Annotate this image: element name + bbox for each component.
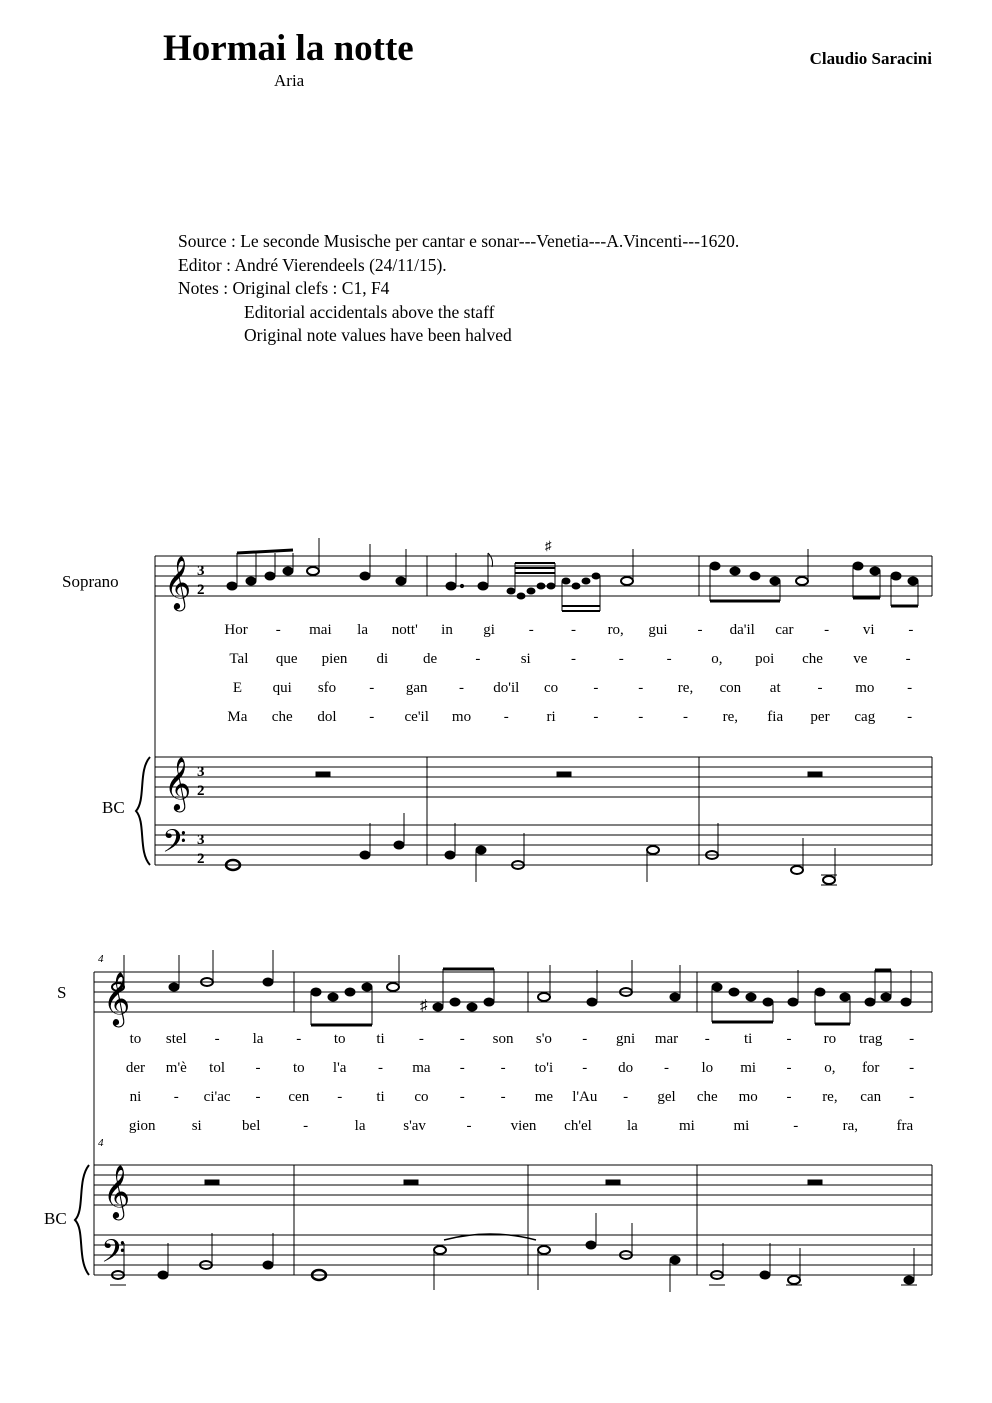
rest-icon xyxy=(205,1180,219,1185)
lyric-syllable: me xyxy=(534,1089,554,1105)
treble-clef-icon: 𝄞 xyxy=(164,557,192,608)
lyric-syllable: - xyxy=(664,1060,669,1076)
lyrics-system-1 xyxy=(224,622,913,725)
lyrics-system-2 xyxy=(126,1031,914,1134)
lyric-syllable: che xyxy=(271,709,293,725)
lyric-syllable: at xyxy=(769,680,781,696)
lyric-syllable: mar xyxy=(654,1031,679,1047)
lyric-syllable: co xyxy=(544,680,559,696)
lyric-syllable: che xyxy=(696,1089,718,1105)
lyric-syllable: do'il xyxy=(493,680,520,696)
lyric-syllable: la xyxy=(354,1118,366,1134)
measure-number: 4 xyxy=(98,953,104,965)
lyric-syllable: ti xyxy=(744,1031,753,1047)
lyric-syllable: la xyxy=(626,1118,638,1134)
lyric-syllable: - xyxy=(786,1089,792,1105)
bass-clef-icon: 𝄢 xyxy=(162,825,187,867)
lyric-syllable: vi xyxy=(862,622,875,638)
svg-text:3: 3 xyxy=(197,563,205,579)
lyric-syllable: - xyxy=(475,651,481,667)
lyric-syllable: - xyxy=(214,1031,220,1047)
lyric-syllable: do xyxy=(618,1060,634,1076)
svg-text:2: 2 xyxy=(197,851,205,867)
lyric-syllable: l'a xyxy=(332,1060,347,1076)
lyric-syllable: tol xyxy=(209,1060,226,1076)
lyric-syllable: - xyxy=(466,1118,472,1134)
lyric-syllable: ve xyxy=(853,651,868,667)
accidentals-note: Editorial accidentals above the staff xyxy=(244,301,495,322)
lyric-syllable: - xyxy=(704,1031,710,1047)
soprano-notes-2 xyxy=(112,950,911,1025)
bc-bass-staff-2 xyxy=(94,1235,932,1275)
lyric-syllable: - xyxy=(459,680,464,696)
treble-clef-icon: 𝄞 xyxy=(103,973,131,1024)
lyric-syllable: - xyxy=(571,651,576,667)
lyric-syllable: - xyxy=(459,1089,465,1105)
lyric-syllable: - xyxy=(500,1060,506,1076)
lyric-syllable: dol xyxy=(317,709,337,725)
lyric-syllable: trag xyxy=(859,1031,883,1047)
lyric-syllable: mi xyxy=(740,1060,757,1076)
lyric-syllable: - xyxy=(666,651,672,667)
lyric-syllable: da'il xyxy=(729,622,755,638)
lyric-syllable: - xyxy=(623,1089,629,1105)
lyric-syllable: - xyxy=(786,1060,792,1076)
lyric-syllable: - xyxy=(907,709,913,725)
bc-notes-1 xyxy=(226,772,837,885)
lyric-syllable: - xyxy=(418,1031,424,1047)
lyric-syllable: to xyxy=(129,1031,142,1047)
lyric-syllable: ma xyxy=(412,1060,431,1076)
lyric-syllable: - xyxy=(255,1060,261,1076)
lyric-syllable: in xyxy=(441,622,453,638)
lyric-syllable: to xyxy=(292,1060,305,1076)
bc-label-2: BC xyxy=(44,1209,67,1228)
lyric-syllable: - xyxy=(303,1118,309,1134)
lyric-syllable: - xyxy=(905,651,911,667)
rest-icon xyxy=(404,1180,418,1185)
soprano-label-short: S xyxy=(57,983,67,1002)
lyric-syllable: - xyxy=(459,1060,465,1076)
lyric-syllable: poi xyxy=(755,651,775,667)
bass-clef-icon: 𝄢 xyxy=(101,1235,126,1277)
lyric-syllable: - xyxy=(793,1118,799,1134)
lyric-syllable: vien xyxy=(510,1118,537,1134)
lyric-syllable: - xyxy=(378,1060,383,1076)
lyric-syllable: - xyxy=(593,709,599,725)
piece-title: Hormai la notte xyxy=(163,28,414,69)
lyric-syllable: - xyxy=(638,680,644,696)
lyric-syllable: gan xyxy=(405,680,428,696)
lyric-syllable: co xyxy=(414,1089,429,1105)
lyric-syllable: qui xyxy=(272,680,292,696)
lyric-syllable: cen xyxy=(288,1089,310,1105)
measure-number: 4 xyxy=(98,1137,104,1149)
sharp-icon: ♯ xyxy=(420,998,428,1014)
lyric-syllable: re, xyxy=(677,680,694,696)
bc-treble-staff-2 xyxy=(94,1165,932,1205)
lyric-syllable: ti xyxy=(376,1031,385,1047)
lyric-syllable: mi xyxy=(733,1118,750,1134)
lyric-syllable: car xyxy=(775,622,794,638)
lyric-syllable: nott' xyxy=(391,622,418,638)
lyric-syllable: mo xyxy=(451,709,472,725)
lyric-syllable: gui xyxy=(648,622,668,638)
lyric-syllable: - xyxy=(824,622,830,638)
lyric-syllable: to xyxy=(333,1031,346,1047)
lyric-syllable: - xyxy=(786,1031,792,1047)
lyric-syllable: fia xyxy=(767,709,784,725)
lyric-syllable: ni xyxy=(129,1089,142,1105)
source-note: Source : Le seconde Musische per cantar e sonar---Venetia---A.Vincenti---1620. xyxy=(178,231,740,251)
lyric-syllable: fra xyxy=(896,1118,914,1134)
svg-text:2: 2 xyxy=(197,582,205,598)
lyric-syllable: pien xyxy=(321,651,348,667)
lyric-syllable: - xyxy=(909,1060,915,1076)
lyric-syllable: che xyxy=(802,651,823,667)
lyric-syllable: con xyxy=(719,680,742,696)
lyric-syllable: l'Au xyxy=(572,1089,598,1105)
lyric-syllable: lo xyxy=(701,1060,714,1076)
soprano-label: Soprano xyxy=(62,572,119,591)
lyric-syllable: ro, xyxy=(607,622,624,638)
lyric-syllable: gi xyxy=(483,622,495,638)
lyric-syllable: o, xyxy=(711,651,723,667)
lyric-syllable: bel xyxy=(242,1118,261,1134)
lyric-syllable: - xyxy=(500,1089,506,1105)
soprano-notes-1 xyxy=(227,538,918,611)
svg-text:3: 3 xyxy=(197,832,205,848)
lyric-syllable: - xyxy=(173,1089,179,1105)
lyric-syllable: der xyxy=(125,1060,145,1076)
piece-subtitle: Aria xyxy=(274,71,305,90)
lyric-syllable: la xyxy=(357,622,369,638)
lyric-syllable: - xyxy=(909,1031,915,1047)
lyric-syllable: Tal xyxy=(229,651,249,667)
clefs-note: Notes : Original clefs : C1, F4 xyxy=(178,278,390,298)
lyric-syllable: ra, xyxy=(842,1118,859,1134)
lyric-syllable: - xyxy=(909,1089,915,1105)
lyric-syllable: - xyxy=(369,680,375,696)
lyric-syllable: - xyxy=(296,1031,302,1047)
lyric-syllable: - xyxy=(255,1089,261,1105)
soprano-staff-2 xyxy=(94,972,932,1012)
lyric-syllable: Ma xyxy=(227,709,248,725)
lyric-syllable: re, xyxy=(822,1089,838,1105)
lyric-syllable: ci'ac xyxy=(203,1089,231,1105)
lyric-syllable: - xyxy=(582,1031,588,1047)
lyric-syllable: - xyxy=(275,622,281,638)
lyric-syllable: que xyxy=(275,651,298,667)
svg-text:3: 3 xyxy=(197,764,205,780)
lyric-syllable: Hor xyxy=(224,622,248,638)
lyric-syllable: - xyxy=(528,622,534,638)
lyric-syllable: ro xyxy=(823,1031,837,1047)
sharp-icon: ♯ xyxy=(545,538,552,553)
lyric-syllable: - xyxy=(907,680,913,696)
rest-icon xyxy=(606,1180,620,1185)
lyric-syllable: - xyxy=(618,651,624,667)
svg-text:2: 2 xyxy=(197,783,205,799)
lyric-syllable: E xyxy=(232,680,242,696)
lyric-syllable: - xyxy=(459,1031,465,1047)
lyric-syllable: di xyxy=(376,651,389,667)
rest-icon xyxy=(316,772,330,777)
lyric-syllable: s'av xyxy=(403,1118,426,1134)
lyric-syllable: - xyxy=(593,680,599,696)
lyric-syllable: stel xyxy=(165,1031,187,1047)
lyric-syllable: cag xyxy=(854,709,876,725)
lyric-syllable: ri xyxy=(546,709,556,725)
bc-label: BC xyxy=(102,798,125,817)
lyric-syllable: per xyxy=(810,709,830,725)
lyric-syllable: si xyxy=(191,1118,202,1134)
lyric-syllable: - xyxy=(369,709,375,725)
rest-icon xyxy=(808,1180,822,1185)
composer-name: Claudio Saracini xyxy=(809,49,932,68)
rest-icon xyxy=(557,772,571,777)
lyric-syllable: de xyxy=(423,651,438,667)
lyric-syllable: gni xyxy=(616,1031,636,1047)
lyric-syllable: mi xyxy=(678,1118,695,1134)
lyric-syllable: - xyxy=(697,622,703,638)
lyric-syllable: - xyxy=(908,622,914,638)
note-values-note: Original note values have been halved xyxy=(244,325,512,345)
lyric-syllable: o, xyxy=(824,1060,836,1076)
clefs-system-2 xyxy=(101,972,130,1277)
lyric-syllable: - xyxy=(582,1060,588,1076)
lyric-syllable: m'è xyxy=(165,1060,187,1076)
lyric-syllable: - xyxy=(817,680,823,696)
treble-clef-icon: 𝄞 xyxy=(103,1166,131,1217)
lyric-syllable: for xyxy=(861,1060,880,1076)
lyric-syllable: ce'il xyxy=(404,709,429,725)
lyric-syllable: re, xyxy=(722,709,739,725)
lyric-syllable: - xyxy=(503,709,509,725)
lyric-syllable: gion xyxy=(128,1118,156,1134)
system-2 xyxy=(75,972,932,1275)
lyric-syllable: gel xyxy=(657,1089,676,1105)
treble-clef-icon: 𝄞 xyxy=(164,758,192,809)
clefs-system-1 xyxy=(162,556,205,867)
lyric-syllable: mo xyxy=(738,1089,758,1105)
lyric-syllable: sfo xyxy=(317,680,337,696)
lyric-syllable: mai xyxy=(309,622,332,638)
lyric-syllable: - xyxy=(337,1089,343,1105)
lyric-syllable: son xyxy=(492,1031,514,1047)
lyric-syllable: to'i xyxy=(534,1060,554,1076)
lyric-syllable: mo xyxy=(855,680,875,696)
editor-note: Editor : André Vierendeels (24/11/15). xyxy=(178,254,447,275)
lyric-syllable: - xyxy=(683,709,688,725)
lyric-syllable: si xyxy=(520,651,531,667)
lyric-syllable: s'o xyxy=(535,1031,552,1047)
bc-bass-staff xyxy=(155,825,932,865)
lyric-syllable: ch'el xyxy=(564,1118,592,1134)
lyric-syllable: - xyxy=(638,709,644,725)
lyric-syllable: - xyxy=(571,622,576,638)
lyric-syllable: can xyxy=(860,1089,882,1105)
rest-icon xyxy=(808,772,822,777)
lyric-syllable: la xyxy=(252,1031,264,1047)
lyric-syllable: ti xyxy=(376,1089,385,1105)
